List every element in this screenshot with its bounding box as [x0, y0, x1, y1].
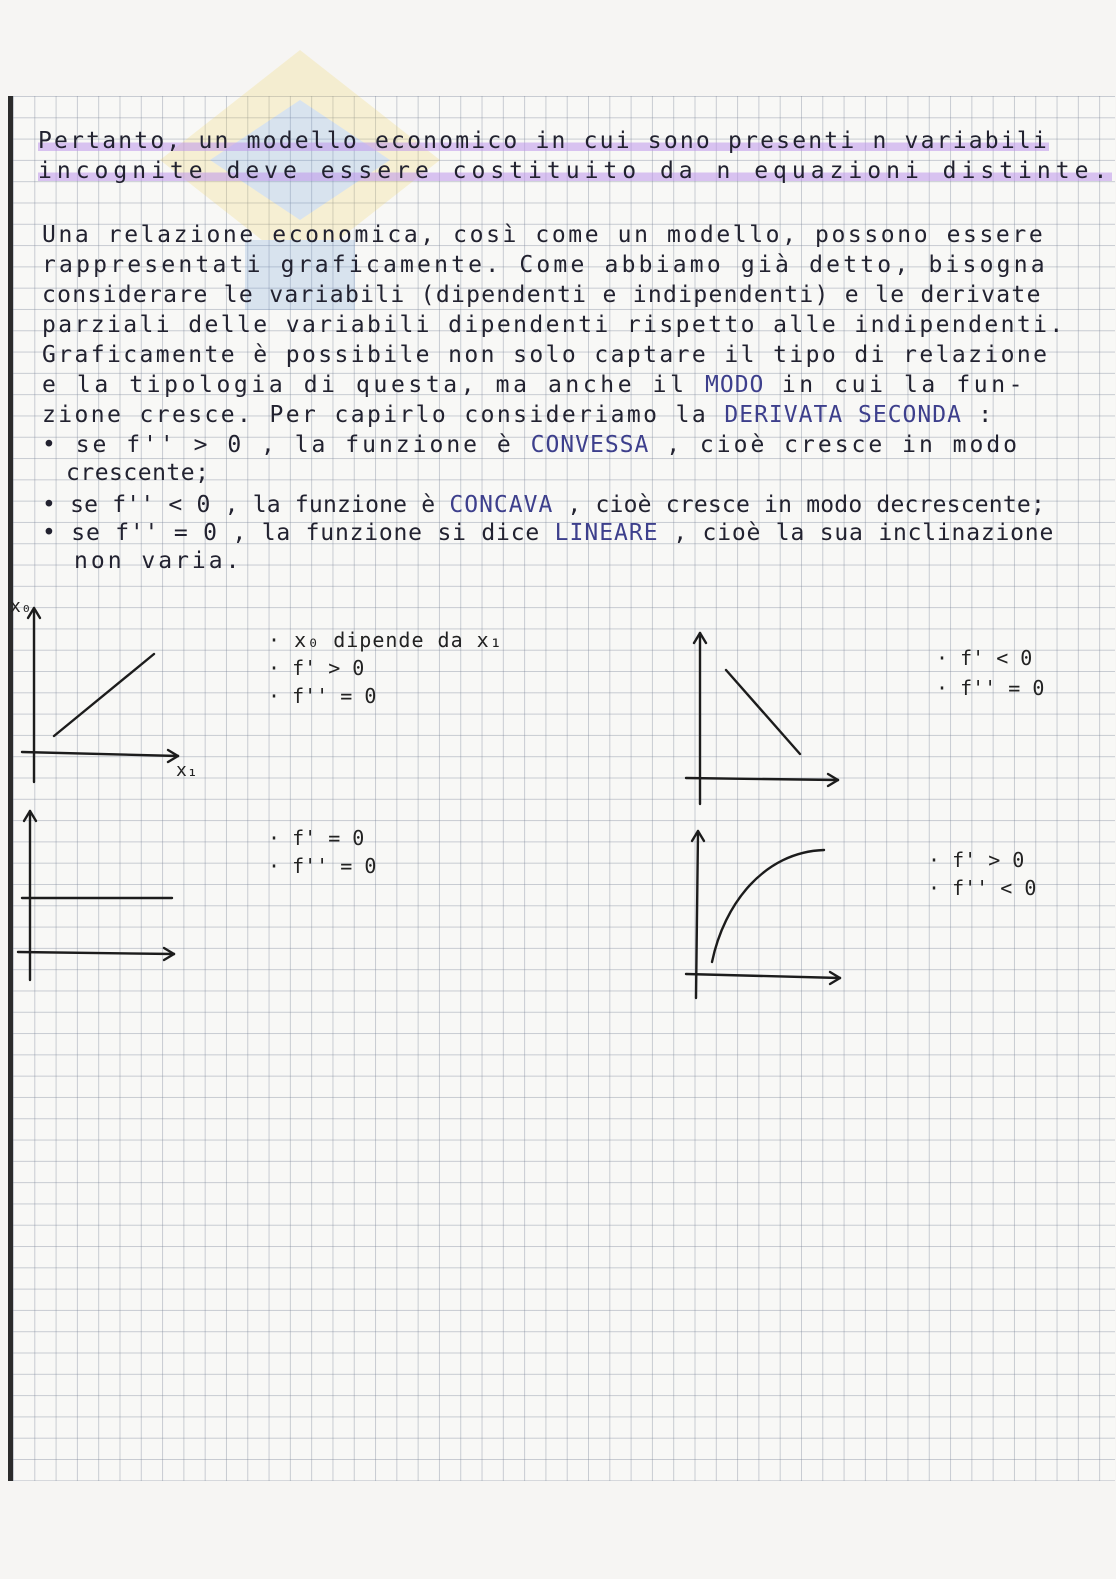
bullet-lineare-start: • se f'' = 0 , la funzione si dice	[42, 520, 541, 546]
bullet-convessa-continuation: crescente;	[66, 460, 210, 486]
paragraph2-line6	[42, 372, 1026, 398]
keyword-convessa: CONVESSA	[530, 432, 650, 458]
graph1-x-label: x₁	[176, 760, 198, 781]
graph2-note-1: · f' < 0	[936, 646, 1033, 670]
graph1-y-label: x₀	[10, 596, 32, 617]
paragraph2-line6-end: in cui la fun-	[781, 372, 1027, 398]
keyword-modo: MODO	[705, 372, 765, 398]
paragraph2-line7	[42, 402, 994, 428]
paragraph2-line7-start: zione cresce. Per capirlo consideriamo la	[42, 402, 709, 428]
graph2-note-2: · f'' = 0	[936, 676, 1045, 700]
bullet-convessa-start: • se f'' > 0 , la funzione è	[42, 432, 514, 458]
graph3-note-2: · f'' = 0	[268, 854, 377, 878]
graph4-note-2: · f'' < 0	[928, 876, 1037, 900]
bullet-convessa-end: , cioè cresce in modo	[666, 432, 1021, 458]
paragraph1-line1: Pertanto, un modello economico in cui sono presenti n variabili	[38, 128, 1049, 154]
graph1-note-3: · f'' = 0	[268, 684, 377, 708]
graph4-x-axis	[686, 974, 840, 978]
graph-constant	[12, 806, 192, 986]
keyword-concava: CONCAVA	[449, 492, 554, 518]
graph1-note-1: · x₀ dipende da x₁	[268, 628, 503, 652]
paragraph1-line2: incognite deve essere costituito da n equazioni distinte.	[38, 158, 1113, 184]
graph4-function-curve	[712, 850, 824, 962]
graph1-function-line	[54, 654, 154, 736]
graph1-note-2: · f' > 0	[268, 656, 365, 680]
paragraph2-line7-end: :	[978, 402, 995, 428]
paragraph2-line5: Graficamente è possibile non solo captare il tipo di relazione	[42, 342, 1050, 368]
bullet-lineare-continuation: non varia.	[74, 548, 243, 574]
graph-concave-increasing	[684, 824, 854, 1004]
paragraph2-line3: considerare le variabili (dipendenti e indipendenti) e le derivate	[42, 282, 1042, 308]
paragraph2-line2: rappresentati graficamente. Come abbiamo già detto, bisogna	[42, 252, 1048, 278]
graph2-function-line	[726, 670, 800, 754]
bullet-convessa	[42, 432, 1020, 458]
paragraph2-line1: Una relazione economica, così come un modello, possono essere	[42, 222, 1046, 248]
bullet-concava-start: • se f'' < 0 , la funzione è	[42, 492, 436, 518]
keyword-lineare: LINEARE	[554, 520, 659, 546]
paragraph2-line6-start: e la tipologia di questa, ma anche il	[42, 372, 688, 398]
keyword-derivata-seconda: DERIVATA SECONDA	[724, 402, 962, 428]
graph-increasing-linear	[10, 600, 200, 790]
graph2-x-axis	[686, 778, 838, 780]
graph-decreasing-linear	[684, 628, 854, 808]
bullet-concava-end: , cioè cresce in modo decrescente;	[567, 492, 1045, 518]
bullet-lineare	[42, 520, 1054, 546]
bullet-lineare-end: , cioè la sua inclinazione	[673, 520, 1055, 546]
paragraph2-line4: parziali delle variabili dipendenti rispetto alle indipendenti.	[42, 312, 1066, 338]
graph1-x-axis	[22, 752, 178, 756]
graph3-note-1: · f' = 0	[268, 826, 365, 850]
bullet-concava	[42, 492, 1045, 518]
graph4-note-1: · f' > 0	[928, 848, 1025, 872]
graph3-x-axis	[18, 952, 174, 954]
